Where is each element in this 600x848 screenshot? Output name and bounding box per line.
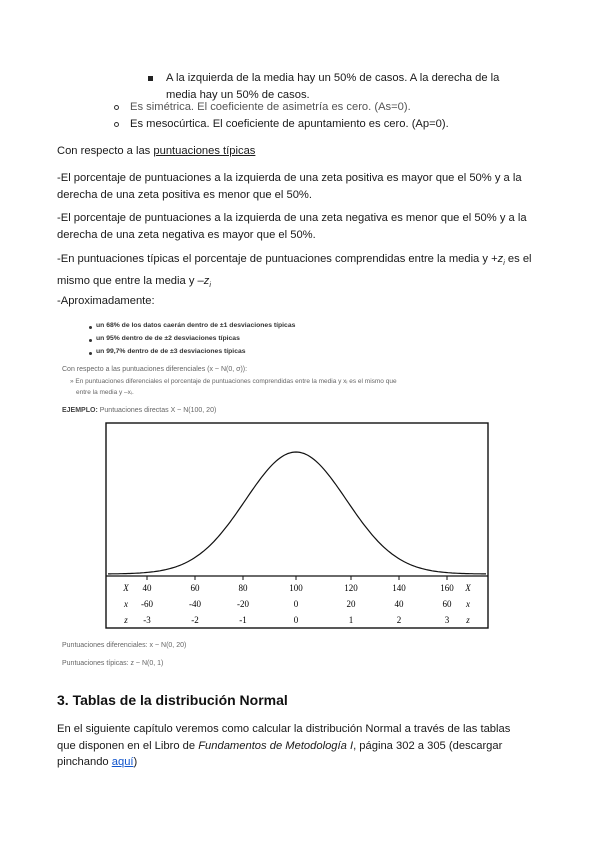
bullet-dot-icon (89, 326, 92, 329)
row-label: z (124, 615, 128, 625)
table-cell: 40 (142, 583, 152, 593)
table-cell: 3 (444, 615, 450, 625)
download-link[interactable]: aquí (111, 756, 134, 768)
figure-diff-text-2: entre la media y –xᵢ. (76, 389, 134, 396)
row-label: x (124, 599, 128, 609)
para-approximately: -Aproximadamente: (57, 295, 155, 307)
figure-bullet-68: un 68% de los datos caerán dentro de ±1 desviaciones típicas (96, 322, 296, 329)
bullet-dot-icon (89, 352, 92, 355)
square-bullet-icon (148, 76, 153, 81)
para-typical-scores: Con respecto a las puntuaciones típicas (57, 145, 256, 157)
table-cell: 60 (190, 583, 200, 593)
circle-bullet-icon (114, 122, 119, 127)
table-cell: -20 (237, 599, 249, 609)
para-positive-z: -El porcentaje de puntuaciones a la izquierda de una zeta positiva es mayor que el 50% y a la derecha de una zeta positiva es menor que el 50%. (57, 172, 522, 201)
section-heading: 3. Tablas de la distribución Normal (57, 692, 288, 708)
para-negative-z: -El porcentaje de puntuaciones a la izquierda de una zeta negativa es menor que el 50% y a la derecha de una zeta negativa es mayor que el 50%. (57, 212, 527, 241)
table-cell: 120 (344, 583, 358, 593)
score-table (122, 583, 471, 625)
caption-typical: Puntuaciones típicas: z ~ N(0, 1) (62, 660, 164, 667)
table-cell: -2 (191, 615, 199, 625)
table-cell: -1 (239, 615, 247, 625)
caption-differential: Puntuaciones diferenciales: x ~ N(0, 20) (62, 642, 187, 649)
table-cell: -3 (143, 615, 151, 625)
table-cell: 2 (396, 615, 402, 625)
row-label: X (123, 583, 129, 593)
table-cell: 0 (293, 599, 299, 609)
normal-curve-chart (56, 422, 496, 632)
table-cell: 1 (348, 615, 354, 625)
table-cell: 20 (346, 599, 356, 609)
row-label-right: x (466, 599, 470, 609)
figure-diff-heading: Con respecto a las puntuaciones diferenciales (x ~ N(0, σ)): (62, 366, 248, 373)
para-symmetric-z: -En puntuaciones típicas el porcentaje de puntuaciones comprendidas entre la media $y +z_i$ es el mismo que entre la media y $-z_i$ (57, 253, 532, 289)
table-cell: 40 (394, 599, 404, 609)
bullet-dot-icon (89, 339, 92, 342)
row-label-right: z (466, 615, 470, 625)
bullet-item-mesokurtic: Es mesocúrtica. El coeficiente de apuntamiento es cero. (Ap=0). (130, 118, 449, 130)
bullet-item-left-right: A la izquierda de la media hay un 50% de casos. A la derecha de la media hay un 50% de casos. (166, 72, 500, 101)
table-cell: 140 (392, 583, 406, 593)
table-cell: -40 (189, 599, 201, 609)
table-cell: 100 (289, 583, 303, 593)
table-cell: -60 (141, 599, 153, 609)
figure-bullet-95: un 95% dentro de de ±2 desviaciones típicas (96, 335, 240, 342)
table-cell: 60 (442, 599, 452, 609)
circle-bullet-icon (114, 105, 119, 110)
row-label-right: X (465, 583, 471, 593)
normal-distribution-figure (56, 316, 496, 672)
table-cell: 160 (440, 583, 454, 593)
table-cell: 80 (238, 583, 248, 593)
bullet-item-symmetric: Es simétrica. El coeficiente de asimetría es cero. (As=0). (130, 101, 411, 113)
figure-bullet-997: un 99,7% dentro de de ±3 desviaciones típicas (96, 348, 246, 355)
figure-example: EJEMPLO: Puntuaciones directas X ~ N(100, 20) (62, 407, 217, 414)
figure-diff-text-1: » En puntuaciones diferenciales el porcentaje de puntuaciones comprendidas entre la media y xᵢ es el mismo que (70, 378, 397, 385)
bell-curve (108, 452, 486, 574)
table-cell: 0 (293, 615, 299, 625)
typical-scores-underlined: puntuaciones típicas (153, 145, 256, 157)
para-tables: En el siguiente capítulo veremos como calcular la distribución Normal a través de las tablas que disponen en el Libro de Fundamentos de Metodología I, página 302 a 305 (descargar pinchando aquí) (57, 723, 511, 768)
